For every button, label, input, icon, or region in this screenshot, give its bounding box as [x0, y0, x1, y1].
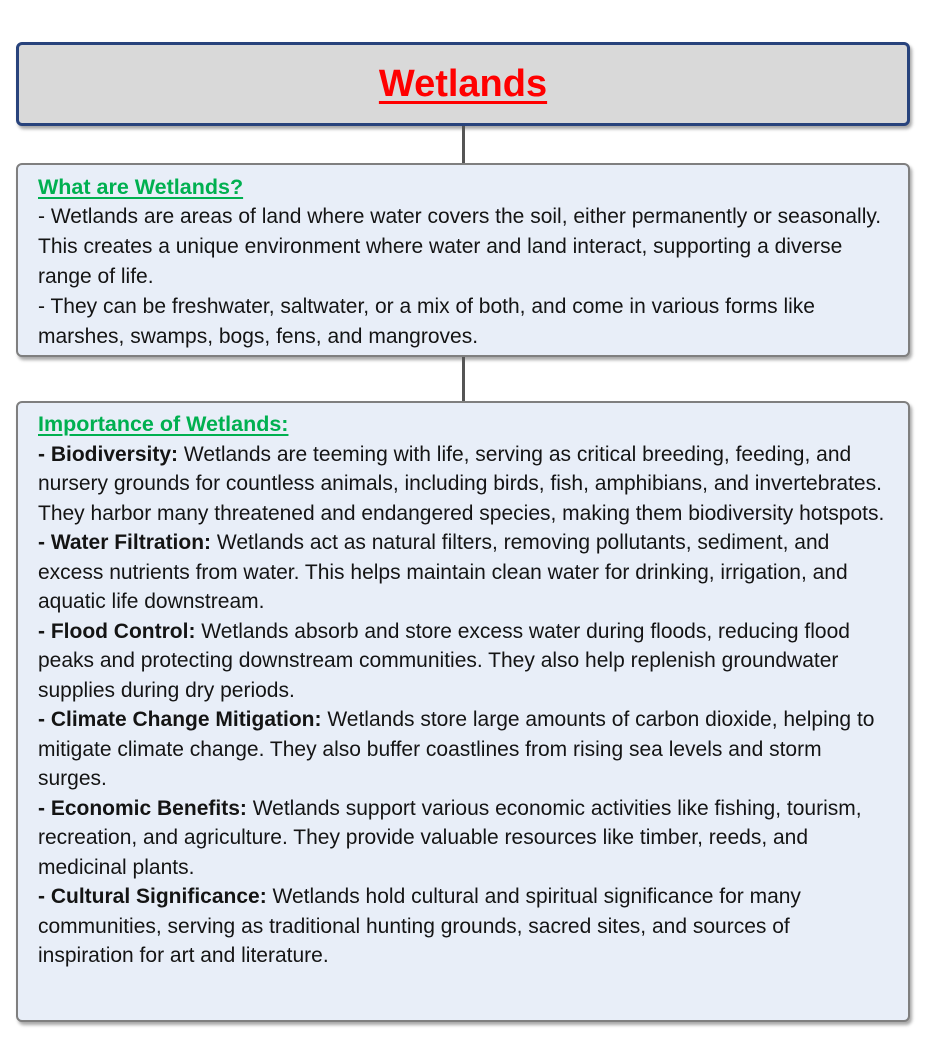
paragraph-definition: - Wetlands are areas of land where water covers the soil, either permanently or seasonally. This creates a unique environment where water and land interact, supporting a diverse range of life.	[38, 205, 882, 288]
page-title: Wetlands	[378, 62, 548, 105]
list-item-economic-benefits	[38, 794, 888, 883]
item-text: Wetlands hold cultural and spiritual significance for many communities, serving as traditional hunting grounds, sacred sites, and sources of inspiration for art and literature.	[38, 885, 801, 967]
item-term: - Biodiversity:	[38, 442, 179, 466]
list-item-cultural-significance	[38, 882, 888, 971]
what-are-wetlands-box	[16, 163, 910, 357]
connector-line-bottom	[462, 357, 465, 401]
list-item-biodiversity	[38, 440, 888, 529]
list-item-water-filtration	[38, 528, 888, 617]
item-text: Wetlands absorb and store excess water during floods, reducing flood peaks and protecting downstream communities. They also help replenish groundwater supplies during dry periods.	[38, 619, 850, 702]
title-box	[16, 42, 910, 126]
paragraph-types: - They can be freshwater, saltwater, or a mix of both, and come in various forms like marshes, swamps, bogs, fens, and mangroves.	[38, 295, 815, 348]
item-term: - Climate Change Mitigation:	[38, 708, 322, 731]
section-heading-what-are-wetlands: What are Wetlands?	[38, 175, 244, 199]
item-term: - Cultural Significance:	[38, 885, 267, 908]
item-text: Wetlands act as natural filters, removing pollutants, sediment, and excess nutrients from water. This helps maintain clean water for drinking, irrigation, and aquatic life downstream.	[38, 531, 848, 613]
section-heading-importance: Importance of Wetlands:	[38, 412, 289, 436]
list-item-climate-change-mitigation	[38, 705, 888, 794]
item-term: - Flood Control:	[38, 619, 196, 643]
connector-line-top	[462, 126, 465, 163]
item-text: Wetlands store large amounts of carbon dioxide, helping to mitigate climate change. They also buffer coastlines from rising sea levels and storm surges.	[38, 708, 875, 790]
list-item-flood-control	[38, 617, 888, 706]
item-text: Wetlands support various economic activities like fishing, tourism, recreation, and agriculture. They provide valuable resources like timber, reeds, and medicinal plants.	[38, 796, 862, 879]
importance-of-wetlands-box	[16, 401, 910, 1022]
item-term: - Water Filtration:	[38, 531, 212, 554]
item-term: - Economic Benefits:	[38, 796, 247, 820]
item-text: Wetlands are teeming with life, serving as critical breeding, feeding, and nursery grounds for countless animals, including birds, fish, amphibians, and invertebrates. They harbor many threatened and endangered species, making them biodiversity hotspots.	[38, 442, 885, 525]
